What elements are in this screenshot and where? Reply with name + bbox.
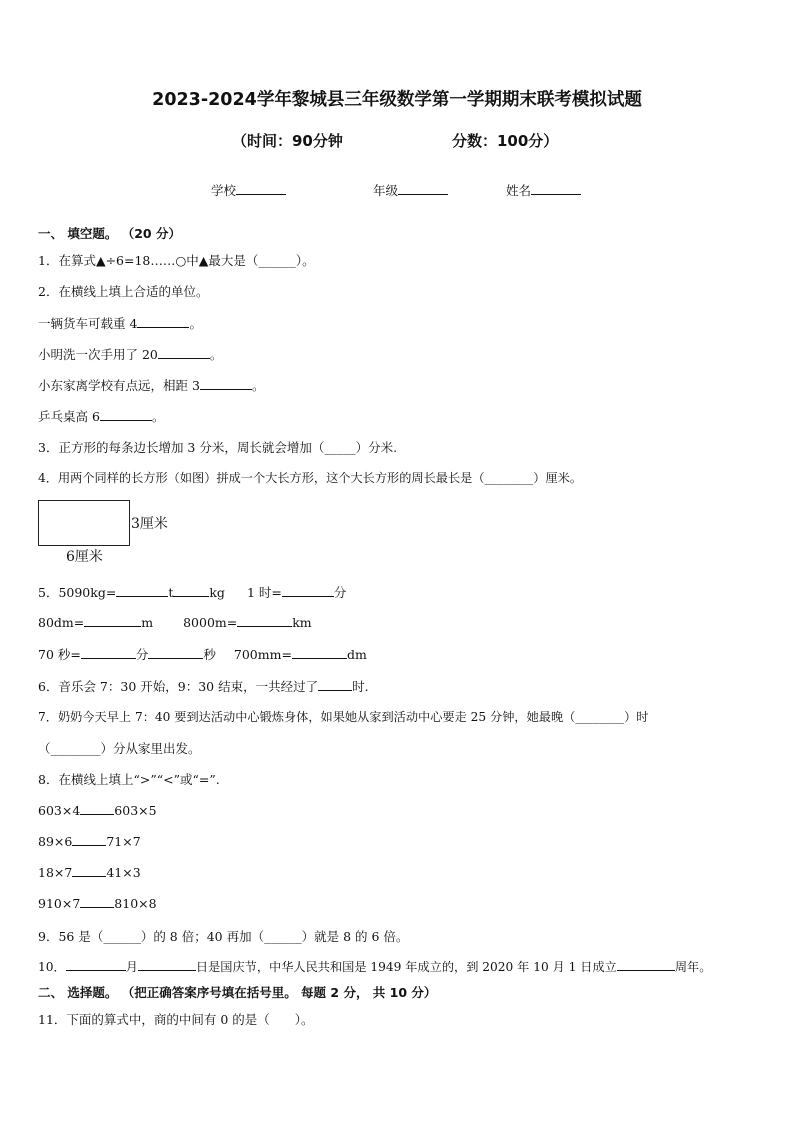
question-8-item <box>38 802 157 818</box>
question-5-row <box>38 645 367 663</box>
q5-unit: 分 <box>135 647 149 662</box>
answer-blank <box>173 584 209 597</box>
item-end: 。 <box>189 316 202 331</box>
q5-unit: 秒 <box>203 647 216 662</box>
expr-right: 71×7 <box>106 834 141 849</box>
expr-left: 18×7 <box>38 865 73 880</box>
page-title: 2023-2024学年黎城县三年级数学第一学期期末联考模拟试题 <box>152 90 642 110</box>
question-8-item <box>38 895 157 911</box>
answer-blank <box>72 833 106 846</box>
q5-unit: km <box>292 615 312 630</box>
grade-label: 年级 <box>373 183 399 198</box>
q5-text: 5090kg= <box>58 585 117 600</box>
answer-blank <box>72 864 106 877</box>
q5-unit: dm <box>346 647 367 662</box>
school-blank <box>236 182 286 195</box>
item-text: 小明洗一次手用了 20 <box>38 347 158 362</box>
rectangle-figure <box>38 500 130 546</box>
figure-width-label: 6厘米 <box>66 549 103 565</box>
item-end: 。 <box>209 347 223 362</box>
question-4: 4．用两个同样的长方形（如图）拼成一个大长方形，这个大长方形的周长最长是（________）厘米。 <box>38 471 583 485</box>
expr-left: 603×4 <box>38 803 81 818</box>
question-3: 3．正方形的每条边长增加 3 分米，周长就会增加（_____）分米. <box>38 440 398 455</box>
question-11: 11．下面的算式中，商的中间有 0 的是（ ）。 <box>38 1012 314 1027</box>
grade-blank <box>398 182 448 195</box>
question-5-row <box>38 614 312 630</box>
exam-score: 分数：100分） <box>452 132 559 150</box>
q10-text: 日是国庆节，中华人民共和国是 1949 年成立的，到 2020 年 10 月 1 日成立 <box>195 960 617 974</box>
item-text: 乒乓桌高 6 <box>38 409 100 424</box>
answer-blank <box>81 646 136 659</box>
q10-end: 周年。 <box>674 960 712 974</box>
name-blank <box>531 182 581 195</box>
answer-blank <box>318 678 352 691</box>
question-2-item <box>38 407 164 425</box>
answer-blank <box>138 958 196 971</box>
q5-text: 1 时= <box>246 585 282 600</box>
item-text: 一辆货车可载重 4 <box>38 316 138 331</box>
expr-right: 810×8 <box>114 896 157 911</box>
question-2-item <box>38 345 222 363</box>
question-2-item <box>38 314 202 332</box>
question-6 <box>38 677 369 695</box>
answer-blank <box>66 958 126 971</box>
question-5-row <box>38 583 346 601</box>
q5-unit: t <box>168 585 174 600</box>
q5-text: 8000m= <box>183 615 238 630</box>
question-8-item <box>38 833 141 849</box>
figure-height-label: 3厘米 <box>131 516 168 532</box>
school-label: 学校 <box>211 183 237 198</box>
q5-text: 80dm= <box>38 615 85 630</box>
answer-blank <box>158 346 210 359</box>
answer-blank <box>84 614 141 627</box>
question-7-line-1: 7．奶奶今天早上 7：40 要到达活动中心锻炼身体，如果她从家到活动中心要走 25 分钟，她最晚（________）时 <box>38 710 649 724</box>
q10-num: 10． <box>38 960 66 974</box>
question-10 <box>38 958 711 975</box>
item-end: 。 <box>151 409 165 424</box>
q5-text: 700mm= <box>233 647 292 662</box>
expr-right: 603×5 <box>114 803 157 818</box>
item-text: 小东家离学校有点远，相距 3 <box>38 378 200 393</box>
question-8: 8．在横线上填上“>”“<”或“=”. <box>38 772 220 787</box>
answer-blank <box>137 315 189 328</box>
question-1: 1．在算式▲÷6=18……○中▲最大是（______）。 <box>38 253 315 268</box>
answer-blank <box>116 584 168 597</box>
item-end: 。 <box>251 378 265 393</box>
q6-end: 时. <box>352 679 369 694</box>
q6-text: 6．音乐会 7：30 开始，9：30 结束，一共经过了 <box>38 679 319 694</box>
q5-unit: kg <box>209 585 225 600</box>
question-2-item <box>38 376 264 394</box>
q5-unit: 分 <box>333 585 347 600</box>
expr-right: 41×3 <box>106 865 141 880</box>
expr-left: 89×6 <box>38 834 73 849</box>
answer-blank <box>100 408 152 421</box>
grade-field <box>373 181 448 199</box>
answer-blank <box>292 646 347 659</box>
name-field <box>506 181 581 199</box>
answer-blank <box>200 377 252 390</box>
q10-month: 月 <box>125 960 138 974</box>
question-7-line-2: （________）分从家里出发。 <box>38 741 201 756</box>
q5-num: 5． <box>38 585 59 600</box>
q5-text: 70 秒= <box>38 647 81 662</box>
name-label: 姓名 <box>506 183 532 198</box>
answer-blank <box>617 958 675 971</box>
answer-blank <box>148 646 203 659</box>
answer-blank <box>80 802 114 815</box>
section-2-title: 二、 选择题。 （把正确答案序号填在括号里。 每题 2 分， 共 10 分） <box>38 985 437 1000</box>
answer-blank <box>282 584 334 597</box>
answer-blank <box>237 614 292 627</box>
school-field <box>211 181 286 199</box>
expr-left: 910×7 <box>38 896 81 911</box>
section-1-title: 一、 填空题。 （20 分） <box>38 226 181 241</box>
question-2: 2．在横线上填上合适的单位。 <box>38 284 209 299</box>
answer-blank <box>80 895 114 908</box>
q5-unit: m <box>141 615 154 630</box>
question-8-item <box>38 864 141 880</box>
question-9: 9．56 是（______）的 8 倍；40 再加（______）就是 8 的 6 倍。 <box>38 929 409 944</box>
exam-time: （时间：90分钟 <box>232 132 343 150</box>
